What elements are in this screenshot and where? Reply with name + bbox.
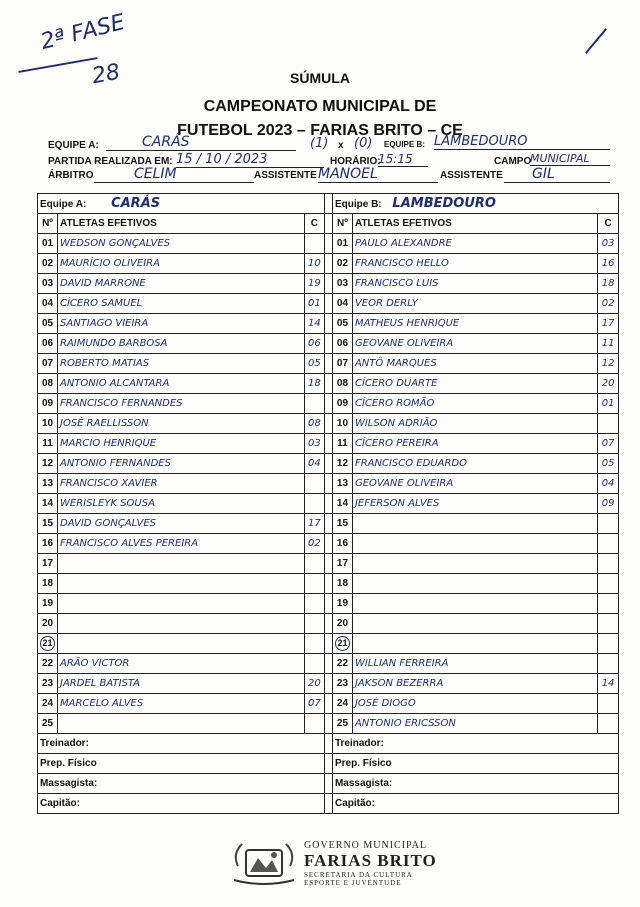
team-b-athlete-c: 05 — [598, 454, 619, 474]
team-a-athlete-c: 20 — [304, 674, 325, 694]
table-row — [38, 294, 619, 314]
team-b-row-number: 09 — [332, 394, 352, 414]
team-a-label: Equipe A: — [40, 199, 87, 210]
team-b-athlete-c — [598, 554, 619, 574]
team-a-massagista: Massagista: — [38, 774, 325, 794]
phase-note — [38, 10, 127, 55]
team-b-athlete-c — [598, 594, 619, 614]
team-a-row-number: 05 — [38, 314, 58, 334]
table-row — [38, 574, 619, 594]
team-a-row-number: 03 — [38, 274, 58, 294]
equipe-a-label: EQUIPE A: — [48, 140, 99, 151]
team-a-athlete-name: MARCELO ALVES — [58, 694, 305, 714]
team-a-athlete-name: FRANCISCO FERNANDES — [58, 394, 305, 414]
table-row — [38, 334, 619, 354]
partida-date: 15 / 10 / 2023 — [176, 152, 324, 168]
team-b-athlete-c — [598, 614, 619, 634]
team-a-row-number: 20 — [38, 614, 58, 634]
team-b-header — [332, 194, 618, 214]
team-a-row-number: 08 — [38, 374, 58, 394]
team-a-athlete-name: ARÃO VICTOR — [58, 654, 305, 674]
team-a-athlete-name: FRANCISCO ALVES PEREIRA — [58, 534, 305, 554]
team-b-row-number: 05 — [332, 314, 352, 334]
team-a-row-number: 10 — [38, 414, 58, 434]
table-row — [38, 274, 619, 294]
team-b-row-number: 12 — [332, 454, 352, 474]
team-a-athlete-c — [304, 634, 325, 654]
team-b-athlete-name — [352, 554, 597, 574]
team-a-athlete-name: MARCIO HENRIQUE — [58, 434, 305, 454]
team-a-athlete-name: JARDEL BATISTA — [58, 674, 305, 694]
team-a-row-number — [38, 634, 58, 654]
team-a-athlete-name — [58, 714, 305, 734]
column-header-row — [38, 214, 619, 234]
team-b-row-number: 13 — [332, 474, 352, 494]
team-a-athlete-name: JOSÉ RAELLISSON — [58, 414, 305, 434]
team-b-athlete-name: FRANCISCO EDUARDO — [352, 454, 597, 474]
team-b-row-number: 02 — [332, 254, 352, 274]
team-a-athlete-name — [58, 594, 305, 614]
assistente2-value: GIL — [504, 166, 610, 183]
team-b-row-number: 10 — [332, 414, 352, 434]
equipe-b-label: EQUIPE B: — [384, 140, 425, 149]
round-number: 28 — [90, 59, 122, 90]
table-row — [38, 634, 619, 654]
team-a-row-number: 12 — [38, 454, 58, 474]
team-a-row-number: 19 — [38, 594, 58, 614]
equipe-b-value: LAMBEDOURO — [434, 134, 610, 150]
team-b-athlete-name: CÍCERO ROMÃO — [352, 394, 597, 414]
team-b-row-number: 06 — [332, 334, 352, 354]
table-row — [38, 234, 619, 254]
massagista-row — [38, 774, 619, 794]
team-a-row-number: 07 — [38, 354, 58, 374]
team-a-athlete-c — [304, 714, 325, 734]
team-b-col-athletes: ATLETAS EFETIVOS — [352, 214, 597, 234]
prep-row — [38, 754, 619, 774]
team-b-athlete-name: VEOR DERLY — [352, 294, 597, 314]
team-b-athlete-name: ANTONIO ERICSSON — [352, 714, 597, 734]
team-b-row-number: 17 — [332, 554, 352, 574]
team-a-athlete-c: 04 — [304, 454, 325, 474]
team-b-capitao: Capitão: — [332, 794, 618, 814]
team-a-athlete-name: DAVID MARRONE — [58, 274, 305, 294]
team-b-athlete-name: PAULO ALEXANDRE — [352, 234, 597, 254]
team-b-athlete-name: GEOVANE OLIVEIRA — [352, 474, 597, 494]
team-a-athlete-c — [304, 554, 325, 574]
team-b-athlete-name: WILSON ADRIÃO — [352, 414, 597, 434]
team-a-athlete-c: 10 — [304, 254, 325, 274]
team-b-athlete-c: 07 — [598, 434, 619, 454]
table-row — [38, 314, 619, 334]
team-b-athlete-c: 04 — [598, 474, 619, 494]
team-b-row-number: 25 — [332, 714, 352, 734]
team-b-row-number: 22 — [332, 654, 352, 674]
championship-subtitle: FUTEBOL 2023 – FARIAS BRITO – CE — [177, 122, 463, 139]
team-b-athlete-name: MATHEUS HENRIQUE — [352, 314, 597, 334]
team-b-row-number: 18 — [332, 574, 352, 594]
team-a-capitao: Capitão: — [38, 794, 325, 814]
team-b-athlete-c — [598, 694, 619, 714]
team-b-athlete-name: JEFERSON ALVES — [352, 494, 597, 514]
corner-slash-mark — [585, 28, 607, 54]
team-a-athlete-c — [304, 574, 325, 594]
phase-note-line1: 2ª FASE — [38, 10, 128, 55]
team-b-row-number: 08 — [332, 374, 352, 394]
team-a-row-number: 01 — [38, 234, 58, 254]
table-row — [38, 694, 619, 714]
team-b-athlete-c: 09 — [598, 494, 619, 514]
team-a-athlete-c — [304, 234, 325, 254]
equipe-a-value: CARÁS — [106, 134, 296, 151]
team-b-name: LAMBEDOURO — [392, 196, 496, 211]
team-b-athlete-c — [598, 654, 619, 674]
team-a-athlete-c — [304, 594, 325, 614]
table-row — [38, 714, 619, 734]
municipal-crest-icon — [228, 836, 300, 888]
score-b: (0) — [354, 136, 373, 151]
team-a-col-num: Nº — [38, 214, 58, 234]
team-a-row-number: 16 — [38, 534, 58, 554]
team-b-athlete-c — [598, 514, 619, 534]
team-a-athlete-name: DAVID GONÇALVES — [58, 514, 305, 534]
table-row — [38, 474, 619, 494]
arbitro-value: CELIM — [94, 166, 254, 183]
team-b-athlete-c: 11 — [598, 334, 619, 354]
team-a-athlete-name: CÍCERO SAMUEL — [58, 294, 305, 314]
team-b-row-number: 24 — [332, 694, 352, 714]
team-a-athlete-c: 17 — [304, 514, 325, 534]
team-b-row-number: 03 — [332, 274, 352, 294]
table-row — [38, 354, 619, 374]
team-a-row-number: 14 — [38, 494, 58, 514]
team-b-athlete-c — [598, 634, 619, 654]
team-b-athlete-name — [352, 534, 597, 554]
team-b-row-number — [332, 634, 352, 654]
logo-line2: FARIAS BRITO — [304, 851, 437, 870]
team-a-col-c: C — [304, 214, 325, 234]
team-b-athlete-name: GEOVANE OLIVEIRA — [352, 334, 597, 354]
team-a-athlete-c — [304, 614, 325, 634]
logo-line3: SECRETARIA DA CULTURA — [304, 871, 413, 879]
team-b-athlete-name: CÍCERO PEREIRA — [352, 434, 597, 454]
table-row — [38, 594, 619, 614]
team-a-athlete-c — [304, 394, 325, 414]
team-a-row-number: 04 — [38, 294, 58, 314]
table-row — [38, 554, 619, 574]
table-row — [38, 454, 619, 474]
team-b-athlete-c — [598, 574, 619, 594]
table-row — [38, 394, 619, 414]
arbitro-label: ÁRBITRO — [48, 170, 94, 181]
team-b-athlete-name — [352, 574, 597, 594]
logo-text — [304, 840, 437, 887]
circled-number: 21 — [335, 636, 350, 651]
team-b-massagista: Massagista: — [332, 774, 618, 794]
team-a-athlete-name — [58, 574, 305, 594]
team-b-col-num: Nº — [332, 214, 352, 234]
team-b-athlete-c: 14 — [598, 674, 619, 694]
table-row — [38, 374, 619, 394]
team-a-athlete-c: 18 — [304, 374, 325, 394]
team-b-row-number: 19 — [332, 594, 352, 614]
team-b-row-number: 01 — [332, 234, 352, 254]
assistente1-value: MANOEL — [318, 166, 438, 183]
table-row — [38, 514, 619, 534]
team-b-treinador: Treinador: — [332, 734, 618, 754]
team-a-treinador: Treinador: — [38, 734, 325, 754]
roster-body — [38, 194, 619, 734]
team-a-row-number: 24 — [38, 694, 58, 714]
horario-value: 15:15 — [378, 152, 428, 167]
team-b-athlete-name — [352, 634, 597, 654]
team-b-athlete-name: JAKSON BEZERRA — [352, 674, 597, 694]
horario-label: HORÁRIO: — [330, 156, 381, 167]
team-a-athlete-name — [58, 554, 305, 574]
team-b-athlete-c: 02 — [598, 294, 619, 314]
table-row — [38, 674, 619, 694]
team-b-row-number: 11 — [332, 434, 352, 454]
team-a-athlete-c: 07 — [304, 694, 325, 714]
team-b-athlete-c: 18 — [598, 274, 619, 294]
team-a-row-number: 22 — [38, 654, 58, 674]
team-a-row-number: 18 — [38, 574, 58, 594]
team-a-athlete-c — [304, 654, 325, 674]
team-a-athlete-c: 02 — [304, 534, 325, 554]
team-a-row-number: 11 — [38, 434, 58, 454]
team-b-athlete-c: 12 — [598, 354, 619, 374]
team-a-row-number: 13 — [38, 474, 58, 494]
table-row — [38, 414, 619, 434]
team-a-header — [38, 194, 325, 214]
partida-label: PARTIDA REALIZADA EM: — [48, 156, 173, 167]
team-a-col-athletes: ATLETAS EFETIVOS — [58, 214, 305, 234]
team-b-athlete-name — [352, 594, 597, 614]
team-b-athlete-name — [352, 614, 597, 634]
table-row — [38, 654, 619, 674]
team-a-athlete-c: 14 — [304, 314, 325, 334]
team-a-athlete-c — [304, 494, 325, 514]
team-b-athlete-name — [352, 514, 597, 534]
campo-label: CAMPO — [494, 156, 532, 167]
team-b-prep: Prep. Físico — [332, 754, 618, 774]
team-b-athlete-c: 03 — [598, 234, 619, 254]
circled-number: 21 — [40, 636, 55, 651]
versus-x: x — [338, 140, 344, 151]
table-row — [38, 534, 619, 554]
team-a-athlete-name: FRANCISCO XAVIER — [58, 474, 305, 494]
championship-title: CAMPEONATO MUNICIPAL DE — [203, 98, 437, 115]
team-a-prep: Prep. Físico — [38, 754, 325, 774]
team-a-row-number: 25 — [38, 714, 58, 734]
campo-value: MUNICIPAL — [530, 152, 610, 166]
team-b-label: Equipe B: — [334, 199, 382, 210]
team-a-athlete-c: 19 — [304, 274, 325, 294]
table-row — [38, 254, 619, 274]
team-b-athlete-c: 01 — [598, 394, 619, 414]
team-b-col-c: C — [598, 214, 619, 234]
team-a-athlete-name: WERISLEYK SOUSA — [58, 494, 305, 514]
team-a-row-number: 15 — [38, 514, 58, 534]
team-a-row-number: 02 — [38, 254, 58, 274]
team-a-athlete-name: WEDSON GONÇALVES — [58, 234, 305, 254]
team-a-row-number: 17 — [38, 554, 58, 574]
treinador-row — [38, 734, 619, 754]
team-b-athlete-c: 16 — [598, 254, 619, 274]
team-b-row-number: 07 — [332, 354, 352, 374]
team-b-row-number: 20 — [332, 614, 352, 634]
logo-line4: ESPORTE E JUVENTUDE — [304, 879, 402, 887]
team-b-athlete-name: JOSÉ DIOGO — [352, 694, 597, 714]
team-b-athlete-name: ANTÔ MARQUES — [352, 354, 597, 374]
team-a-athlete-name: ANTONIO FERNANDES — [58, 454, 305, 474]
team-b-athlete-name: FRANCISCO HELLO — [352, 254, 597, 274]
team-b-athlete-name: CÍCERO DUARTE — [352, 374, 597, 394]
team-b-athlete-c — [598, 714, 619, 734]
score-a: (1) — [310, 136, 329, 151]
team-b-athlete-c: 20 — [598, 374, 619, 394]
team-a-athlete-c: 08 — [304, 414, 325, 434]
roster-footer — [38, 734, 619, 814]
document-title: SÚMULA — [290, 70, 350, 86]
team-a-athlete-c: 06 — [304, 334, 325, 354]
table-row — [38, 614, 619, 634]
team-b-athlete-name: FRANCISCO LUIS — [352, 274, 597, 294]
team-a-athlete-name: ROBERTO MATIAS — [58, 354, 305, 374]
team-b-row-number: 16 — [332, 534, 352, 554]
team-b-row-number: 23 — [332, 674, 352, 694]
assistente1-label: ASSISTENTE — [254, 170, 317, 181]
assistente2-label: ASSISTENTE — [440, 170, 503, 181]
team-b-athlete-c: 17 — [598, 314, 619, 334]
team-a-athlete-name: RAIMUNDO BARBOSA — [58, 334, 305, 354]
table-row — [38, 434, 619, 454]
team-b-athlete-c — [598, 534, 619, 554]
capitao-row — [38, 794, 619, 814]
team-a-name: CARÁS — [111, 196, 161, 211]
team-a-athlete-name: SANTIAGO VIEIRA — [58, 314, 305, 334]
team-b-row-number: 14 — [332, 494, 352, 514]
team-header-row — [38, 194, 619, 214]
team-b-athlete-name: WILLIAN FERREIRA — [352, 654, 597, 674]
team-a-athlete-c — [304, 474, 325, 494]
team-b-athlete-c — [598, 414, 619, 434]
match-header — [48, 134, 608, 190]
logo-line1: GOVERNO MUNICIPAL — [304, 840, 428, 851]
team-a-row-number: 09 — [38, 394, 58, 414]
table-row — [38, 494, 619, 514]
team-a-athlete-name — [58, 614, 305, 634]
team-a-athlete-name: MAURÍCIO OLIVEIRA — [58, 254, 305, 274]
team-a-athlete-c: 05 — [304, 354, 325, 374]
team-a-row-number: 06 — [38, 334, 58, 354]
team-a-athlete-c: 01 — [304, 294, 325, 314]
team-b-row-number: 15 — [332, 514, 352, 534]
team-a-row-number: 23 — [38, 674, 58, 694]
team-b-row-number: 04 — [332, 294, 352, 314]
team-a-athlete-name: ANTONIO ALCANTARA — [58, 374, 305, 394]
team-a-athlete-c: 03 — [304, 434, 325, 454]
team-a-athlete-name — [58, 634, 305, 654]
roster-table — [37, 193, 619, 814]
